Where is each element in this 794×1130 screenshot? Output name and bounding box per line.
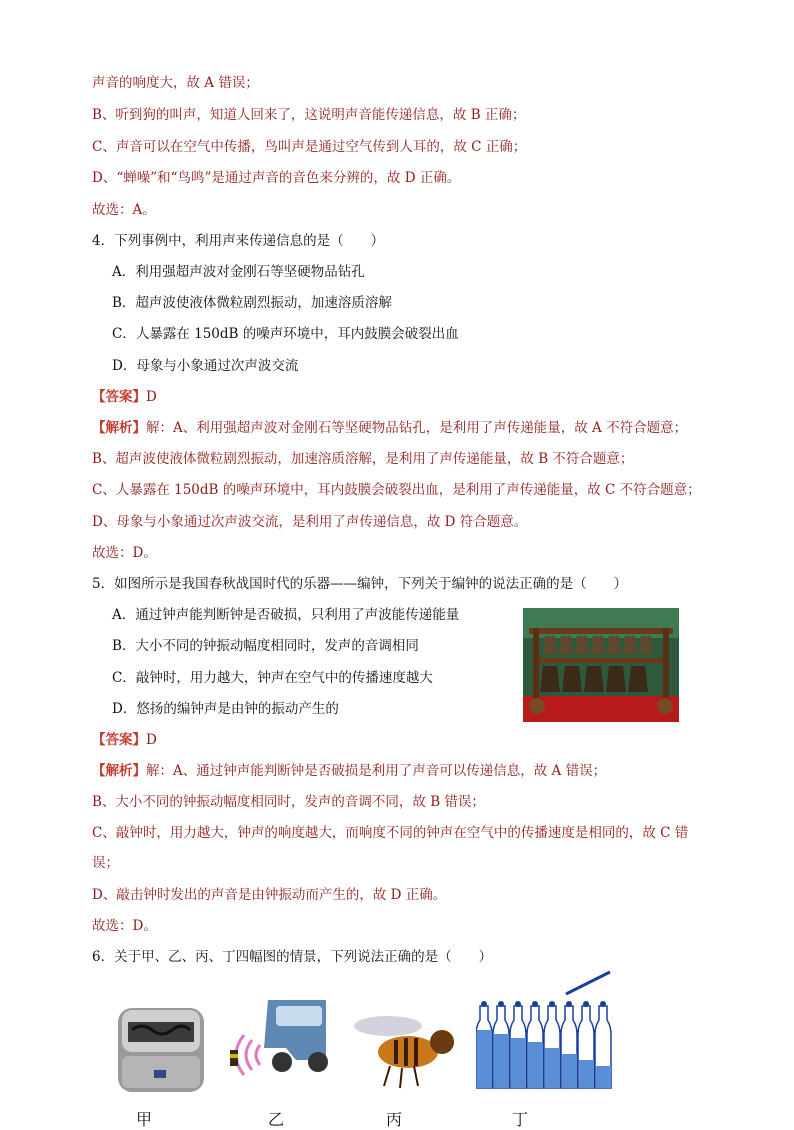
answer-tag: 【答案】 xyxy=(92,732,146,748)
figure-label-bing: 丙 xyxy=(386,1110,403,1129)
question-6-stem: 6．关于甲、乙、丙、丁四幅图的情景，下列说法正确的是（ ） xyxy=(92,949,493,965)
answer-tag: 【答案】 xyxy=(92,389,146,405)
q5-analysis-line: 故选：D。 xyxy=(92,918,157,934)
text-line: 声音的响度大，故 A 错误； xyxy=(92,75,259,91)
text-line: B、听到狗的叫声，知道人回来了，这说明声音能传递信息，故 B 正确； xyxy=(92,107,526,123)
q5-analysis-line: B、大小不同的钟振动幅度相同时，发声的音调不同，故 B 错误； xyxy=(92,794,485,810)
q4-analysis-line: C、人暴露在 150dB 的噪声环境中，耳内鼓膜会破裂出血，是利用了声传递能量，故 C 不符合题意； xyxy=(92,482,701,498)
text-line: D、“蝉噪”和“鸟鸣”是通过声音的音色来分辨的，故 D 正确。 xyxy=(92,170,461,186)
water-bottles-figure xyxy=(476,968,616,1098)
q5-option-a: A．通过钟声能判断钟是否破损，只利用了声波能传递能量 xyxy=(112,607,460,623)
figure-label-jia: 甲 xyxy=(136,1110,153,1129)
analysis-text: 解：A、通过钟声能判断钟是否破损是利用了声音可以传递信息，故 A 错误； xyxy=(146,763,607,779)
question-4-stem: 4．下列事例中，利用声来传递信息的是（ ） xyxy=(92,233,385,249)
q4-analysis-line xyxy=(92,418,687,438)
q5-analysis-line: D、敲击钟时发出的声音是由钟振动而产生的，故 D 正确。 xyxy=(92,887,447,903)
q4-analysis-line: B、超声波使液体微粒剧烈振动，加速溶质溶解，是利用了声传递能量，故 B 不符合题意； xyxy=(92,451,634,467)
q5-answer xyxy=(92,730,157,750)
q4-option-d: D．母象与小象通过次声波交流 xyxy=(112,358,299,374)
text-line: C、声音可以在空气中传播，鸟叫声是通过空气传到人耳的，故 C 正确； xyxy=(92,139,527,155)
q5-option-c: C．敲钟时，用力越大，钟声在空气中的传播速度越大 xyxy=(112,670,433,686)
q4-analysis-line: 故选：D。 xyxy=(92,545,157,561)
q5-option-b: B．大小不同的钟振动幅度相同时，发声的音调相同 xyxy=(112,638,419,654)
q4-answer xyxy=(92,387,157,407)
bee-figure xyxy=(350,1010,460,1090)
figure-label-yi: 乙 xyxy=(268,1110,285,1129)
text-line: 故选：A。 xyxy=(92,202,156,218)
q4-option-c: C．人暴露在 150dB 的噪声环境中，耳内鼓膜会破裂出血 xyxy=(112,326,459,342)
ultrasonic-cleaner-figure xyxy=(112,1000,208,1096)
answer-value: D xyxy=(146,389,157,405)
figure-label-ding: 丁 xyxy=(512,1110,529,1129)
question-5-stem: 5．如图所示是我国春秋战国时代的乐器——编钟，下列关于编钟的说法正确的是（ ） xyxy=(92,576,628,592)
q5-analysis-line xyxy=(92,761,606,781)
q5-option-d: D．悠扬的编钟声是由钟的振动产生的 xyxy=(112,701,339,717)
q5-analysis-line: 误； xyxy=(92,855,119,871)
q4-option-a: A．利用强超声波对金刚石等坚硬物品钻孔 xyxy=(112,264,365,280)
analysis-text: 解：A、利用强超声波对金刚石等坚硬物品钻孔，是利用了声传递能量，故 A 不符合题意； xyxy=(146,420,688,436)
car-radar-figure xyxy=(220,990,330,1100)
analysis-tag: 【解析】 xyxy=(92,763,146,779)
q5-analysis-line: C、敲钟时，用力越大，钟声的响度越大，而响度不同的钟声在空气中的传播速度是相同的，故 C 错 xyxy=(92,825,689,841)
q4-option-b: B．超声波使液体微粒剧烈振动，加速溶质溶解 xyxy=(112,295,392,311)
q4-analysis-line: D、母象与小象通过次声波交流，是利用了声传递信息，故 D 符合题意。 xyxy=(92,514,528,530)
answer-value: D xyxy=(146,732,157,748)
analysis-tag: 【解析】 xyxy=(92,420,146,436)
bianzhong-photo xyxy=(523,608,679,722)
